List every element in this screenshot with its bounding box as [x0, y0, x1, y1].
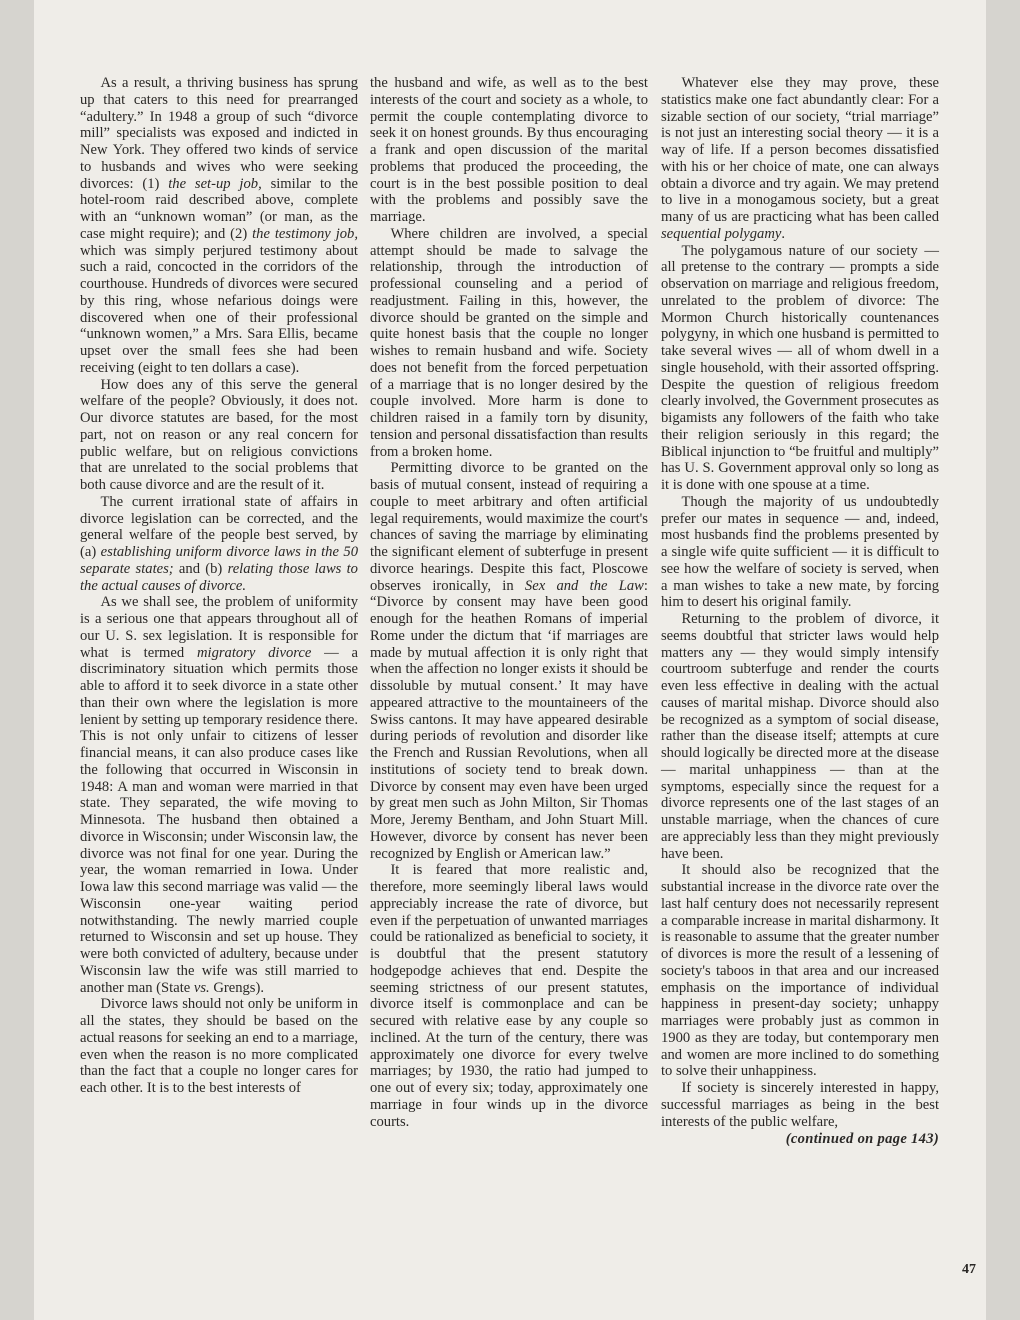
paragraph [80, 494, 358, 595]
text-run: It should also be recognized that the substantial increase in the divorce rate over the last half century does not necessarily represent a comparable increase in marital disharmony. It is reasonable to assume that the greater number of divorces is more the result of a lessening of society's taboos in that area and our increased emphasis on the importance of individual happiness in present-day society; unhappy marriages were probably just as common in 1900 as they are today, but contemporary men and women are more inclined to do something to solve their unhappiness. [661, 862, 939, 1080]
paragraph [370, 862, 648, 1130]
paragraph [661, 494, 939, 611]
italic-text: relating those laws to the actual causes of divorce. [80, 560, 358, 594]
text-run: Divorce laws should not only be uniform in all the states, they should be based on the actual reasons for seeking an end to a marriage, even when the reason is no more complicated than the fact that a couple no longer cares for each other. It is to the best interests of [80, 996, 358, 1096]
text-column-3 [661, 75, 939, 1148]
text-run: — a discriminatory situation which permits those able to afford it to seek divorce in a state other than their own where the legislation is more lenient by setting up temporary residence there. This is not only unfair to citizens of lesser financial means, it can also produce cases like the following that occurred in Wisconsin in 1948: A man and woman were married in that state. They separated, the wife moving to Minnesota. The husband then obtained a divorce in Wisconsin; under Wisconsin law, the divorce was not final for one year. During the year, the woman remarried in Iowa. Under Iowa law this second marriage was valid — the Wisconsin one-year waiting period notwithstanding. The newly married couple returned to Wisconsin and set up house. They were both convicted of adultery, because under Wisconsin law the wife was still married to another man (State [80, 644, 358, 996]
text-run: How does any of this serve the general welfare of the people? Obviously, it does not. Our divorce statutes are based, for the most part, not on reason or any real concern for public welfare, but on religious convictions that are unrelated to the social problems that both cause divorce and are the result of it. [80, 376, 358, 493]
italic-text: establishing uniform divorce laws in the 50 separate states; [80, 544, 358, 577]
text-run: similar to the hotel-room raid described above, complete with an “unknown woman” (or man, as the case might require); and (2) [80, 175, 358, 242]
paragraph [370, 75, 648, 226]
text-run: Whatever else they may prove, these statistics make one fact abundantly clear: For a sizable section of our society, “trial marriage” is not just an interesting social theory — it is a way of life. If a person becomes dissatisfied with his or her choice of mate, one can always obtain a divorce and try again. We may pretend to live in a monogamous society, but a great many of us are practicing what has been called [661, 75, 939, 225]
paragraph [370, 226, 648, 461]
text-run: If society is sincerely interested in happy, successful marriages as being in the best interests of the public welfare, [661, 1080, 939, 1130]
paragraph [661, 862, 939, 1080]
italic-text: vs. [193, 979, 210, 996]
text-run: : “Divorce by consent may have been good enough for the heathen Romans of imperial Rome under the dictum that ‘if marriages are made by mutual affection it is only right that when the affection no longer exists it should be dissoluble by mutual consent.’ It may have appeared attractive to the mountaineers of the Swiss cantons. It may have appeared desirable during periods of revolution and disorder like the French and Russian Revolutions, when all institutions of society tend to break down. Divorce by consent may even have been urged by great men such as John Milton, Sir Thomas More, Jeremy Bentham, and John Stuart Mill. However, divorce by consent has never been recognized by English or American law.” [370, 577, 648, 862]
italic-text: Sex and the Law [524, 577, 644, 594]
paragraph [661, 243, 939, 494]
text-run: and (b) [173, 560, 228, 577]
text-run: the husband and wife, as well as to the best interests of the court and society as a whole, to permit the couple contemplating divorce to seek it on honest grounds. By thus encouraging a frank and open discussion of the marital problems that produced the proceeding, the court is in the best possible position to deal with the problems and possibly save the marriage. [370, 75, 648, 225]
text-run: Returning to the problem of divorce, it seems doubtful that stricter laws would help matters any — they would simply intensify courtroom subterfuge and render the courts even less effective in dealing with the actual causes of marital mishap. Divorce should also be recognized as a symptom of social disease, rather than the disease itself; attempts at cure should logically be directed more at the disease — marital unhappiness — than at the symptoms, especially since the request for a divorce represents one of the last stages of an unstable marriage, when the chances of cure are appreciably less than they might previously have been. [661, 611, 939, 862]
paragraph [661, 611, 939, 862]
paragraph [661, 1080, 939, 1130]
paragraph [661, 75, 939, 243]
text-run: It is feared that more realistic and, therefore, more seemingly liberal laws would appreciably increase the rate of divorce, but even if the perpetuation of unwanted marriages could be rationalized as beneficial to society, it is doubtful that the present statutory hodgepodge achieves that end. Despite the seeming strictness of our present statutes, divorce itself is commonplace and can be secured with relative ease by any couple so inclined. At the turn of the century, there was approximately one divorce for every twelve marriages; by 1930, the ratio had jumped to one out of every six; today, approximately one marriage in four winds up in the divorce courts. [370, 862, 648, 1130]
italic-text: (continued on page 143) [785, 1131, 939, 1148]
paragraph [80, 594, 358, 996]
italic-text: sequential polygamy [661, 225, 782, 242]
text-run: which was simply perjured testimony about such a raid, concocted in the corridors of the courthouse. Hundreds of divorces were secured by this ring, whose nefarious doings were discovered when one of their professional “unknown women,” a Mrs. Sara Ellis, became upset over the small fees she had been receiving (eight to ten dollars a case). [80, 242, 358, 376]
text-run: The polygamous nature of our society — all pretense to the contrary — prompts a side observation on marriage and religious freedom, unrelated to the problem of divorce: The Mormon Church historically countenances polygyny, in which one husband is permitted to take several wives — all of whom dwell in a single household, with their assorted offspring. Despite the question of religious freedom clearly involved, the Government prosecutes as bigamists any followers of the faith who take their religion seriously in this regard; the Biblical injunction to “be fruitful and multiply” has U. S. Government approval only so long as it is done with one spouse at a time. [661, 242, 939, 493]
text-run: As a result, a thriving business has sprung up that caters to this need for prearranged “adultery.” In 1948 a group of such “divorce mill” specialists was exposed and indicted in New York. They offered two kinds of service to husbands and wives who were seeking divorces: (1) [80, 75, 358, 192]
page-number: 47 [962, 1262, 976, 1277]
text-run: As we shall see, the problem of uniformity is a serious one that appears throughout all of our U. S. sex legislation. It is responsible for what is termed [80, 594, 358, 661]
italic-text: migratory divorce [196, 644, 312, 661]
continued-note [661, 1131, 939, 1148]
text-run: . [781, 225, 786, 242]
paragraph [370, 460, 648, 862]
paragraph [80, 75, 358, 377]
italic-text: the set-up job, [168, 175, 262, 192]
paragraph [80, 996, 358, 1097]
text-run: Where children are involved, a special attempt should be made to salvage the relationship, through the introduction of professional counseling and a period of readjustment. Failing in this, however, the divorce should be granted on the simple and quite honest basis that the couple no longer wishes to remain husband and wife. Society does not benefit from the forced perpetuation of a marriage that is no longer desired by the couple involved. More harm is done to children raised in a family torn by disunity, tension and personal dissatisfaction than results from a broken home. [370, 225, 648, 460]
text-run: Though the majority of us undoubtedly prefer our mates in sequence — and, indeed, most husbands find the problems presented by a single wife quite sufficient — it is difficult to see how the welfare of society is served, when a man wishes to take a new mate, by forcing him to desert his original family. [661, 493, 939, 611]
text-run: The current irrational state of affairs in divorce legislation can be corrected, and the general welfare of the people best served, by (a) [80, 493, 358, 560]
text-column-2 [370, 75, 648, 1130]
text-run: Permitting divorce to be granted on the basis of mutual consent, instead of requiring a couple to meet arbitrary and often artificial legal requirements, would maximize the court's chances of saving the marriage by eliminating the significant element of subterfuge in present divorce hearings. Despite this fact, Ploscowe observes ironically, in [370, 460, 648, 594]
italic-text: the testimony job, [252, 225, 359, 242]
magazine-page [34, 0, 986, 1320]
text-column-1 [80, 75, 358, 1097]
text-run: Grengs). [209, 979, 264, 996]
paragraph [80, 377, 358, 494]
